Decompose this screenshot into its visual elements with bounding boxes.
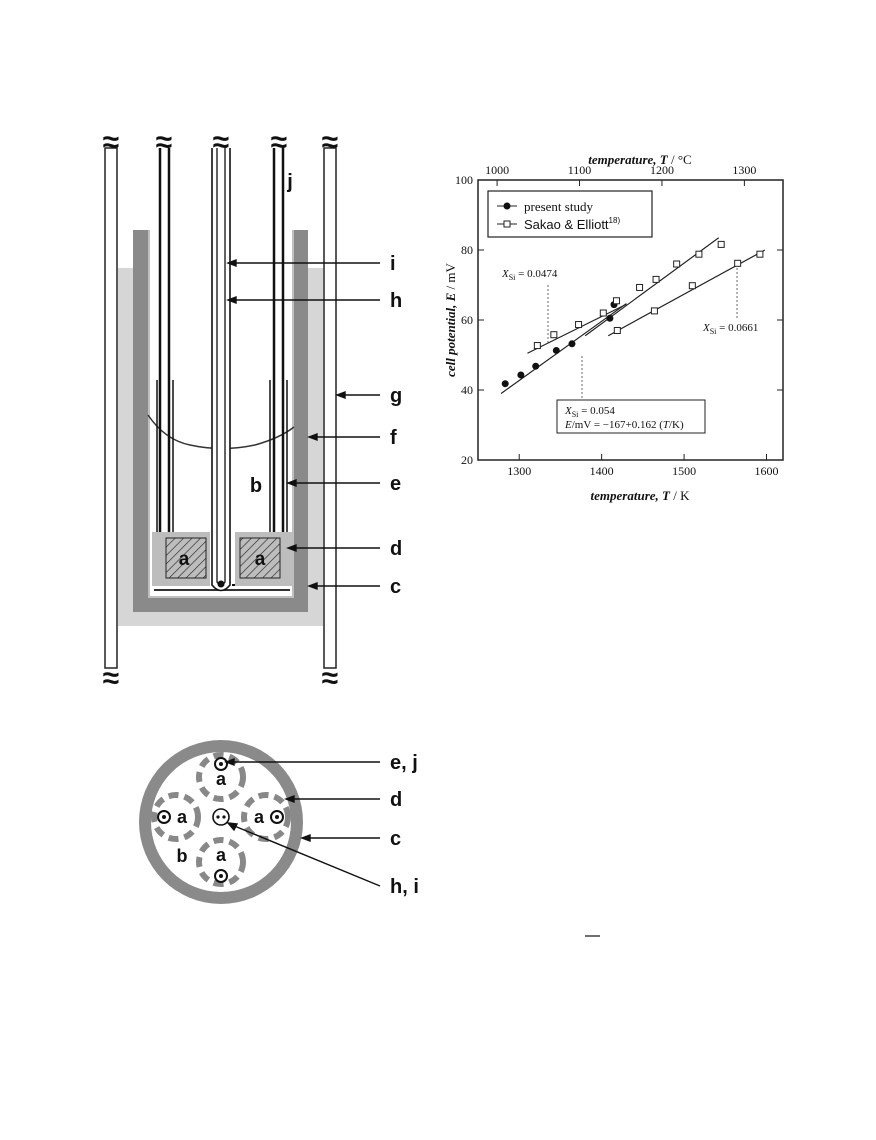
tube-g-right	[324, 148, 336, 668]
fit-lines	[501, 238, 765, 394]
apparatus-side-view	[103, 126, 402, 695]
point-present-study	[502, 380, 509, 387]
legend-marker-sakao	[504, 221, 510, 227]
legend-label-sakao: Sakao & Elliott$^{18)}$	[524, 216, 621, 232]
y-tick-label: 100	[455, 173, 473, 187]
point-sakao-elliott	[614, 328, 620, 334]
point-present-study	[517, 371, 524, 378]
reference-tube	[212, 148, 230, 591]
x-tick-label: 1400	[589, 464, 614, 478]
top-tick-label: 1100	[567, 163, 592, 177]
break-symbol: ≈	[102, 126, 120, 159]
point-sakao-elliott	[600, 310, 606, 316]
x-tick-label: 1300	[507, 464, 532, 478]
point-sakao-elliott	[696, 251, 702, 257]
annotation-equation: E/mV = −167+0.162 (T/K)	[565, 419, 684, 431]
legend-marker-present	[504, 203, 511, 210]
point-present-study	[553, 347, 560, 354]
y-tick-label: 20	[461, 453, 473, 467]
apparatus-top-view	[139, 740, 419, 904]
point-sakao-elliott	[757, 251, 763, 257]
point-sakao-elliott	[735, 260, 741, 266]
top-label-a: a	[215, 769, 227, 789]
top-axis-title: temperature, T / °C	[588, 152, 692, 167]
annotation-xsi-0661: $X_{Si} = 0.0661$	[703, 322, 759, 336]
label-d: d	[390, 538, 403, 560]
label-h: h	[390, 290, 403, 312]
annotation-xsi-0474: $X_{Si} = 0.0474$	[502, 268, 558, 282]
cell-potential-chart	[443, 152, 783, 503]
point-sakao-elliott	[534, 343, 540, 349]
label-f: f	[390, 427, 397, 449]
point-sakao-elliott	[651, 308, 657, 314]
point-present-study	[606, 315, 613, 322]
x-tick-label: 1500	[672, 464, 697, 478]
label-a-left: a	[178, 549, 190, 570]
label-a-right: a	[254, 549, 266, 570]
point-sakao-elliott	[613, 298, 619, 304]
top-label-hi: h, i	[390, 876, 419, 898]
top-tick-label: 1000	[485, 163, 510, 177]
annotation-xsi-054: $X_{Si} = 0.054$	[565, 405, 615, 419]
point-present-study	[532, 363, 539, 370]
point-sakao-elliott	[689, 283, 695, 289]
top-label-ej: e, j	[390, 752, 418, 774]
top-label-d: d	[390, 789, 403, 811]
x-tick-label: 1600	[754, 464, 779, 478]
reference-tube-top	[213, 809, 229, 825]
point-present-study	[568, 340, 575, 347]
fit-line	[527, 304, 626, 353]
top-label-a: a	[176, 807, 188, 827]
top-label-a: a	[253, 807, 265, 827]
top-label-a: a	[215, 845, 227, 865]
break-symbol: ≈	[212, 126, 230, 159]
top-tick-label: 1200	[649, 163, 674, 177]
y-tick-label: 60	[461, 313, 473, 327]
break-symbol: ≈	[102, 662, 120, 695]
legend-label-present: present study	[524, 199, 593, 214]
label-c: c	[390, 576, 402, 598]
label-i: i	[390, 253, 396, 275]
label-b: b	[249, 475, 263, 497]
label-g: g	[390, 385, 403, 407]
bottom-axis-title: temperature, T / K	[590, 488, 690, 503]
y-axis-title: cell potential, E / mV	[443, 263, 458, 377]
break-symbol: ≈	[155, 126, 173, 159]
y-tick-label: 80	[461, 243, 473, 257]
break-symbol: ≈	[321, 662, 339, 695]
top-label-b: b	[176, 846, 188, 866]
point-sakao-elliott	[551, 332, 557, 338]
y-tick-label: 40	[461, 383, 473, 397]
point-sakao-elliott	[637, 284, 643, 290]
label-e: e	[390, 473, 402, 495]
point-sakao-elliott	[674, 261, 680, 267]
point-sakao-elliott	[718, 241, 724, 247]
break-symbol: ≈	[321, 126, 339, 159]
point-sakao-elliott	[653, 276, 659, 282]
top-tick-label: 1300	[732, 163, 757, 177]
label-j: j	[287, 171, 293, 193]
point-sakao-elliott	[576, 322, 582, 328]
tube-g-left	[105, 148, 117, 668]
top-label-c: c	[390, 828, 402, 850]
break-symbol: ≈	[270, 126, 288, 159]
